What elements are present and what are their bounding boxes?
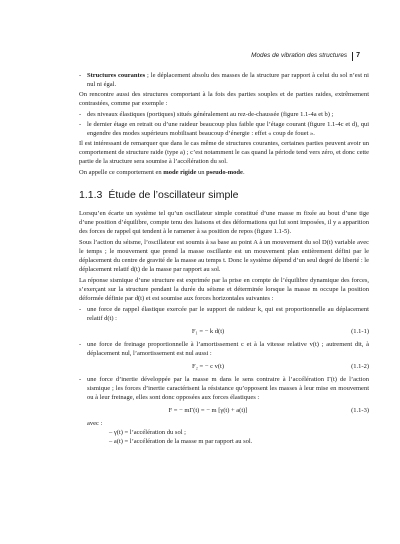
paragraph: On appelle ce comportement en mode rigide un pseudo-mode.	[79, 169, 245, 177]
list-item	[79, 340, 369, 358]
section-title: Étude de l’oscillateur simple	[108, 188, 239, 201]
paragraph: Sous l’action du séisme, l’oscillateur est soumis à sa base au point A à un mouvement du sol D(t) variable avec le temps ; le mouvement que prend la masse oscillante est un mouvement plan entièrement défini par le déplacement du centre de gravité de la masse au temps t. Donc le système dépend d’un seul degré de liberté : le déplacement relatif d(t) de la masse par rapport au sol.	[79, 238, 369, 273]
paragraph: Il est intéressant de remarquer que dans le cas même de structures courantes, certaines parties peuvent avoir un comportement de structure raide (type a) ; c’est notamment le cas quand la période tend vers zéro, et donc cette partie de la structure sera soumise à l’accélération du sol.	[79, 140, 369, 166]
paragraph: Lorsqu’en écarte un système tel qu’un oscillateur simple constitué d’une masse m fixée au bout d’une tige d’une position d’équilibre, compte tenu des liaisons et des déformations qui lui sont imposées, il y a apparition des forces de rappel qui tendent à le ramener à sa position de repos (figure 1.1-5).	[79, 209, 369, 235]
bullet-dash: -	[79, 341, 82, 349]
bullet-dash: -	[79, 376, 82, 384]
equation-formula: F₂ = − c v(t)	[192, 362, 224, 370]
bullet-dash: -	[79, 111, 82, 119]
bullet-text: Structures courantes ; le déplacement absolu des masses de la structure par rapport à celui du sol n’est ni nul ni égal.	[87, 72, 369, 89]
running-title: Modes de vibration des structures	[251, 52, 348, 59]
list-item	[79, 375, 369, 402]
equation-number: (1.1-2)	[351, 362, 369, 370]
bullet-text: des niveaux élastiques (portiques) situés généralement au rez-de-chaussée (figure 1.1-4a et b) ;	[87, 111, 334, 119]
running-header	[30, 51, 360, 61]
bullet-text: le dernier étage en retrait ou d’une raideur beaucoup plus faible que l’étage courant (figure 1.1-4c et d), qui engendre des modes supérieurs mobilisant beaucoup d’énergie : effet « coup de fouet ».	[87, 121, 369, 138]
list-item	[79, 305, 369, 323]
bullet-text: une force d’inertie développée par la masse m dans le sens contraire à l’accélération Γ(t) de l’action sismique ; les forces d’inertie caractérisent la résistance qu’opposent les masses à leur mise en mouvement ou à leur freinage, elles sont donc opposées aux forces élastiques :	[87, 376, 369, 402]
bullet-dash: -	[79, 305, 82, 313]
list-item	[79, 120, 369, 138]
definitions-intro: avec :	[87, 420, 103, 428]
equation	[87, 361, 369, 371]
equation-formula: F = − mΓ(t) = − m [γ(t) + a(t)]	[168, 406, 248, 414]
list-item	[79, 110, 369, 119]
bullet-dash: -	[79, 72, 82, 79]
paragraph: On rencontre aussi des structures comportant à la fois des parties souples et de parties raides, extrêmement contrastées, comme par exemple :	[79, 91, 369, 108]
definition-item: – a(t) = l’accélération de la masse m par rapport au sol.	[109, 438, 253, 446]
section-heading	[79, 189, 369, 202]
bullet-text: une force de freinage proportionnelle à l’amortissement c et à la vitesse relative v(t) ; autrement dit, à déplacement nul, l’amortissement est nul aussi :	[87, 341, 369, 358]
equation-number: (1.1-1)	[351, 327, 369, 335]
equation	[87, 405, 369, 415]
bullet-text: une force de rappel élastique exercée par le support de raideur k, qui est proportionnelle au déplacement relatif d(t) :	[87, 305, 369, 323]
definition-item: – γ(t) = l’accélération du sol ;	[109, 429, 186, 437]
bullet-dash: -	[79, 121, 82, 129]
section-number: 1.1.3	[79, 188, 103, 201]
equation-formula: F₁ = − k d(t)	[191, 327, 225, 335]
page-body	[79, 71, 369, 446]
list-item	[79, 71, 369, 89]
equation-number: (1.1-3)	[351, 406, 369, 414]
equation	[87, 326, 369, 336]
page-number: 7	[356, 52, 360, 59]
paragraph: La réponse sismique d’une structure est exprimée par la prise en compte de l’équilibre dynamique des forces, s’exerçant sur la structure pendant la durée du séisme et déterminée lorsque la masse m occupe la position déformée définie par d(t) et est soumise aux forces horizontales suivantes :	[79, 276, 369, 302]
header-separator	[352, 52, 353, 61]
